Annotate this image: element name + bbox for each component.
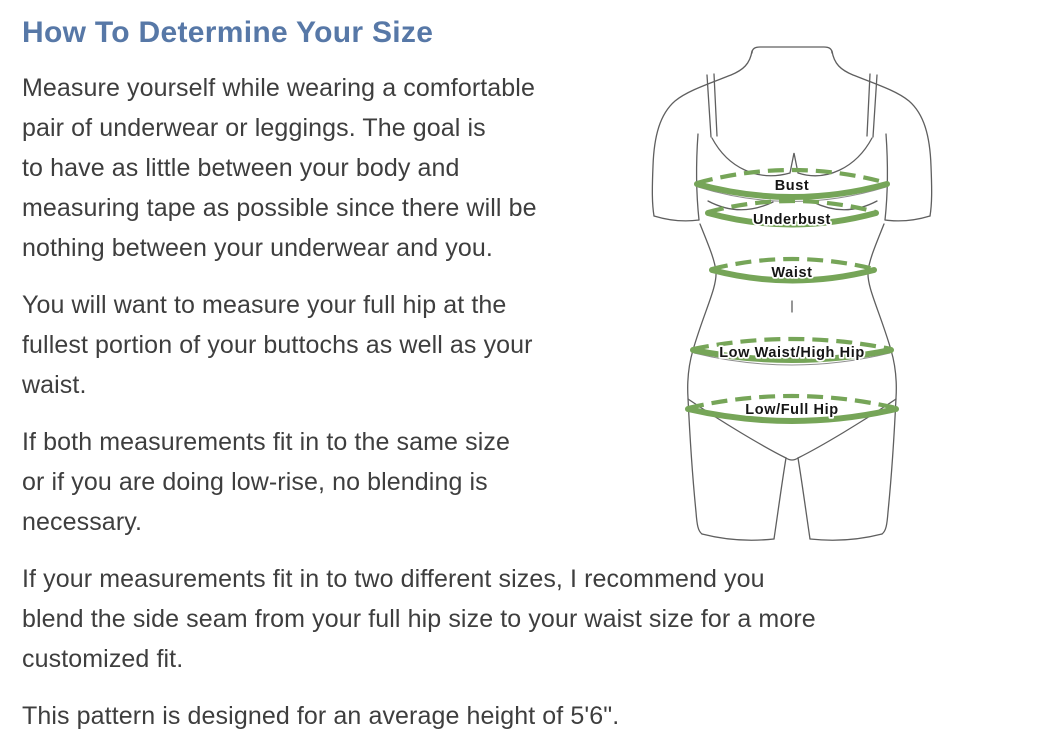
left-inner-leg xyxy=(774,458,786,539)
underbust-label: Underbust xyxy=(753,212,831,228)
left-leg-bottom xyxy=(702,534,774,540)
right-inner-arm xyxy=(885,134,887,220)
paragraph-two-sizes xyxy=(22,559,1032,679)
body-outline xyxy=(652,47,931,540)
text-line: If your measurements fit in to two different sizes, I recommend you xyxy=(22,565,765,593)
text-line: pair of underwear or leggings. The goal is xyxy=(22,114,486,142)
bust-label: Bust xyxy=(774,178,810,194)
text-line: blend the side seam from your full hip size to your waist size for a more xyxy=(22,605,816,633)
underbust-band-back xyxy=(708,201,876,212)
neck-opening xyxy=(752,47,832,53)
text-line: to have as little between your body and xyxy=(22,154,460,182)
text-line: waist. xyxy=(22,371,87,399)
waist-label: Waist xyxy=(771,265,813,281)
measurement-bands xyxy=(688,170,896,421)
left-inner-arm xyxy=(697,134,699,220)
text-line: necessary. xyxy=(22,508,143,536)
paragraph-average-height xyxy=(22,696,1032,736)
text-line: This pattern is designed for an average height of 5'6". xyxy=(22,702,620,730)
low-full-hip-label: Low/Full Hip xyxy=(745,402,839,418)
right-inner-leg xyxy=(798,458,810,539)
right-leg-bottom xyxy=(810,534,882,540)
text-line: customized fit. xyxy=(22,645,184,673)
text-line: nothing between your underwear and you. xyxy=(22,234,493,262)
crotch-curve xyxy=(786,458,798,460)
right-arm-cut xyxy=(885,216,930,221)
left-arm-cut xyxy=(654,216,699,221)
body-measurement-diagram xyxy=(640,20,950,550)
band-labels xyxy=(719,178,865,418)
text-line: or if you are doing low-rise, no blending is xyxy=(22,468,488,496)
text-line: Measure yourself while wearing a comfortable xyxy=(22,74,535,102)
text-line: If both measurements fit in to the same size xyxy=(22,428,510,456)
text-line: You will want to measure your full hip at the xyxy=(22,291,507,319)
right-breast-curve xyxy=(813,201,877,210)
low-waist-high-hip-label: Low Waist/High Hip xyxy=(719,345,865,361)
text-line: measuring tape as possible since there will be xyxy=(22,194,537,222)
text-line: fullest portion of your buttochs as well as your xyxy=(22,331,533,359)
page-title: How To Determine Your Size xyxy=(22,16,434,49)
